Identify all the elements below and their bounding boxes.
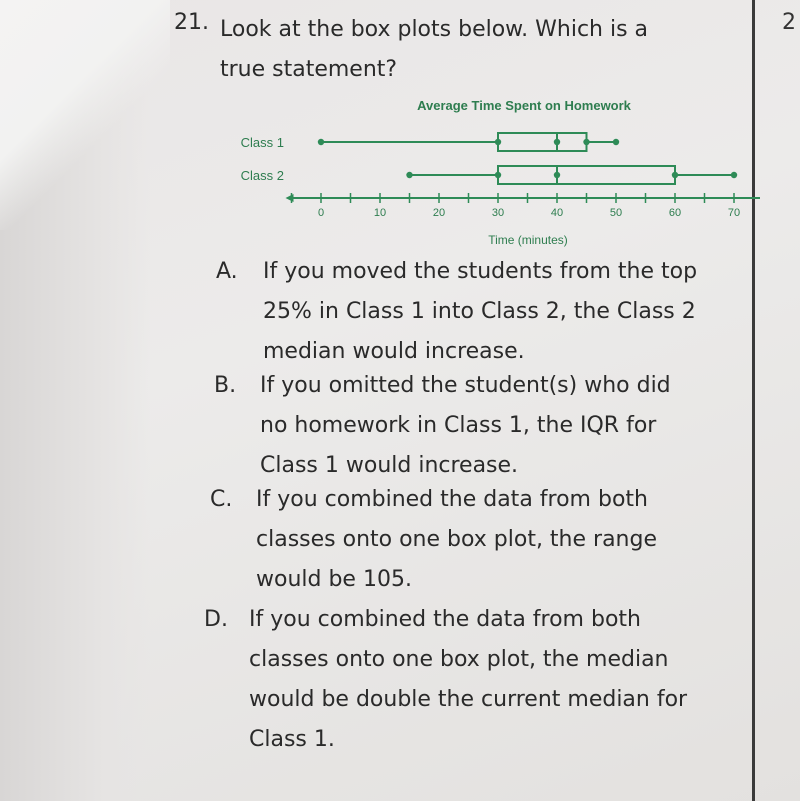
margin-digit: 2 — [782, 10, 796, 35]
series-label-2: Class 2 — [240, 168, 284, 183]
page-corner — [0, 0, 170, 230]
choice-text-line: classes onto one box plot, the median — [249, 647, 669, 672]
x-tick-label: 60 — [668, 207, 682, 219]
chart-title: Average Time Spent on Homework — [417, 98, 631, 113]
question-number: 21. — [174, 10, 209, 35]
x-tick-label: 30 — [491, 207, 505, 219]
choice-text-line: no homework in Class 1, the IQR for — [260, 413, 657, 438]
choice-text-line: Class 1. — [249, 727, 335, 752]
choice-letter: A. — [216, 259, 238, 284]
choice-letter: B. — [214, 373, 237, 398]
choice-text-line: median would increase. — [263, 339, 525, 364]
box-1 — [498, 133, 587, 151]
max-point-1 — [613, 139, 619, 145]
choice-text — [260, 366, 760, 486]
series-label-1: Class 1 — [240, 135, 284, 150]
choice-text-line: If you moved the students from the top — [263, 259, 698, 284]
median-point-1 — [554, 139, 560, 145]
box-plot-chart — [200, 92, 760, 252]
x-axis-arrow-left — [286, 194, 294, 202]
x-tick-label: 10 — [373, 207, 387, 219]
q3-point-1 — [583, 139, 589, 145]
box-2 — [498, 166, 675, 184]
question-text — [220, 10, 740, 90]
choice-text-line: 25% in Class 1 into Class 2, the Class 2 — [263, 299, 696, 324]
x-tick-label: 50 — [609, 207, 623, 219]
q3-point-2 — [672, 172, 678, 178]
q1-point-2 — [495, 172, 501, 178]
min-point-1 — [318, 139, 324, 145]
max-point-2 — [731, 172, 737, 178]
x-axis-label: Time (minutes) — [488, 233, 568, 247]
choice-letter: C. — [210, 487, 233, 512]
choice-text — [249, 600, 749, 760]
choice-text-line: classes onto one box plot, the range — [256, 527, 657, 552]
median-point-2 — [554, 172, 560, 178]
choice-text-line: If you combined the data from both — [249, 607, 641, 632]
choice-text-line: would be double the current median for — [249, 687, 688, 712]
x-tick-label: 0 — [317, 207, 325, 219]
choice-text-line: would be 105. — [256, 567, 412, 592]
q1-point-1 — [495, 139, 501, 145]
choice-letter: D. — [204, 607, 228, 632]
choice-text-line: If you combined the data from both — [256, 487, 648, 512]
choice-text-line: If you omitted the student(s) who did — [260, 373, 671, 398]
choice-text — [256, 480, 756, 600]
x-tick-label: 40 — [550, 207, 564, 219]
x-tick-label: 70 — [727, 207, 741, 219]
x-tick-label: 20 — [432, 207, 446, 219]
min-point-2 — [406, 172, 412, 178]
question-line-2: true statement? — [220, 57, 398, 82]
question-line-1: Look at the box plots below. Which is a — [220, 17, 649, 42]
choice-text — [263, 252, 763, 372]
choice-text-line: Class 1 would increase. — [260, 453, 519, 478]
